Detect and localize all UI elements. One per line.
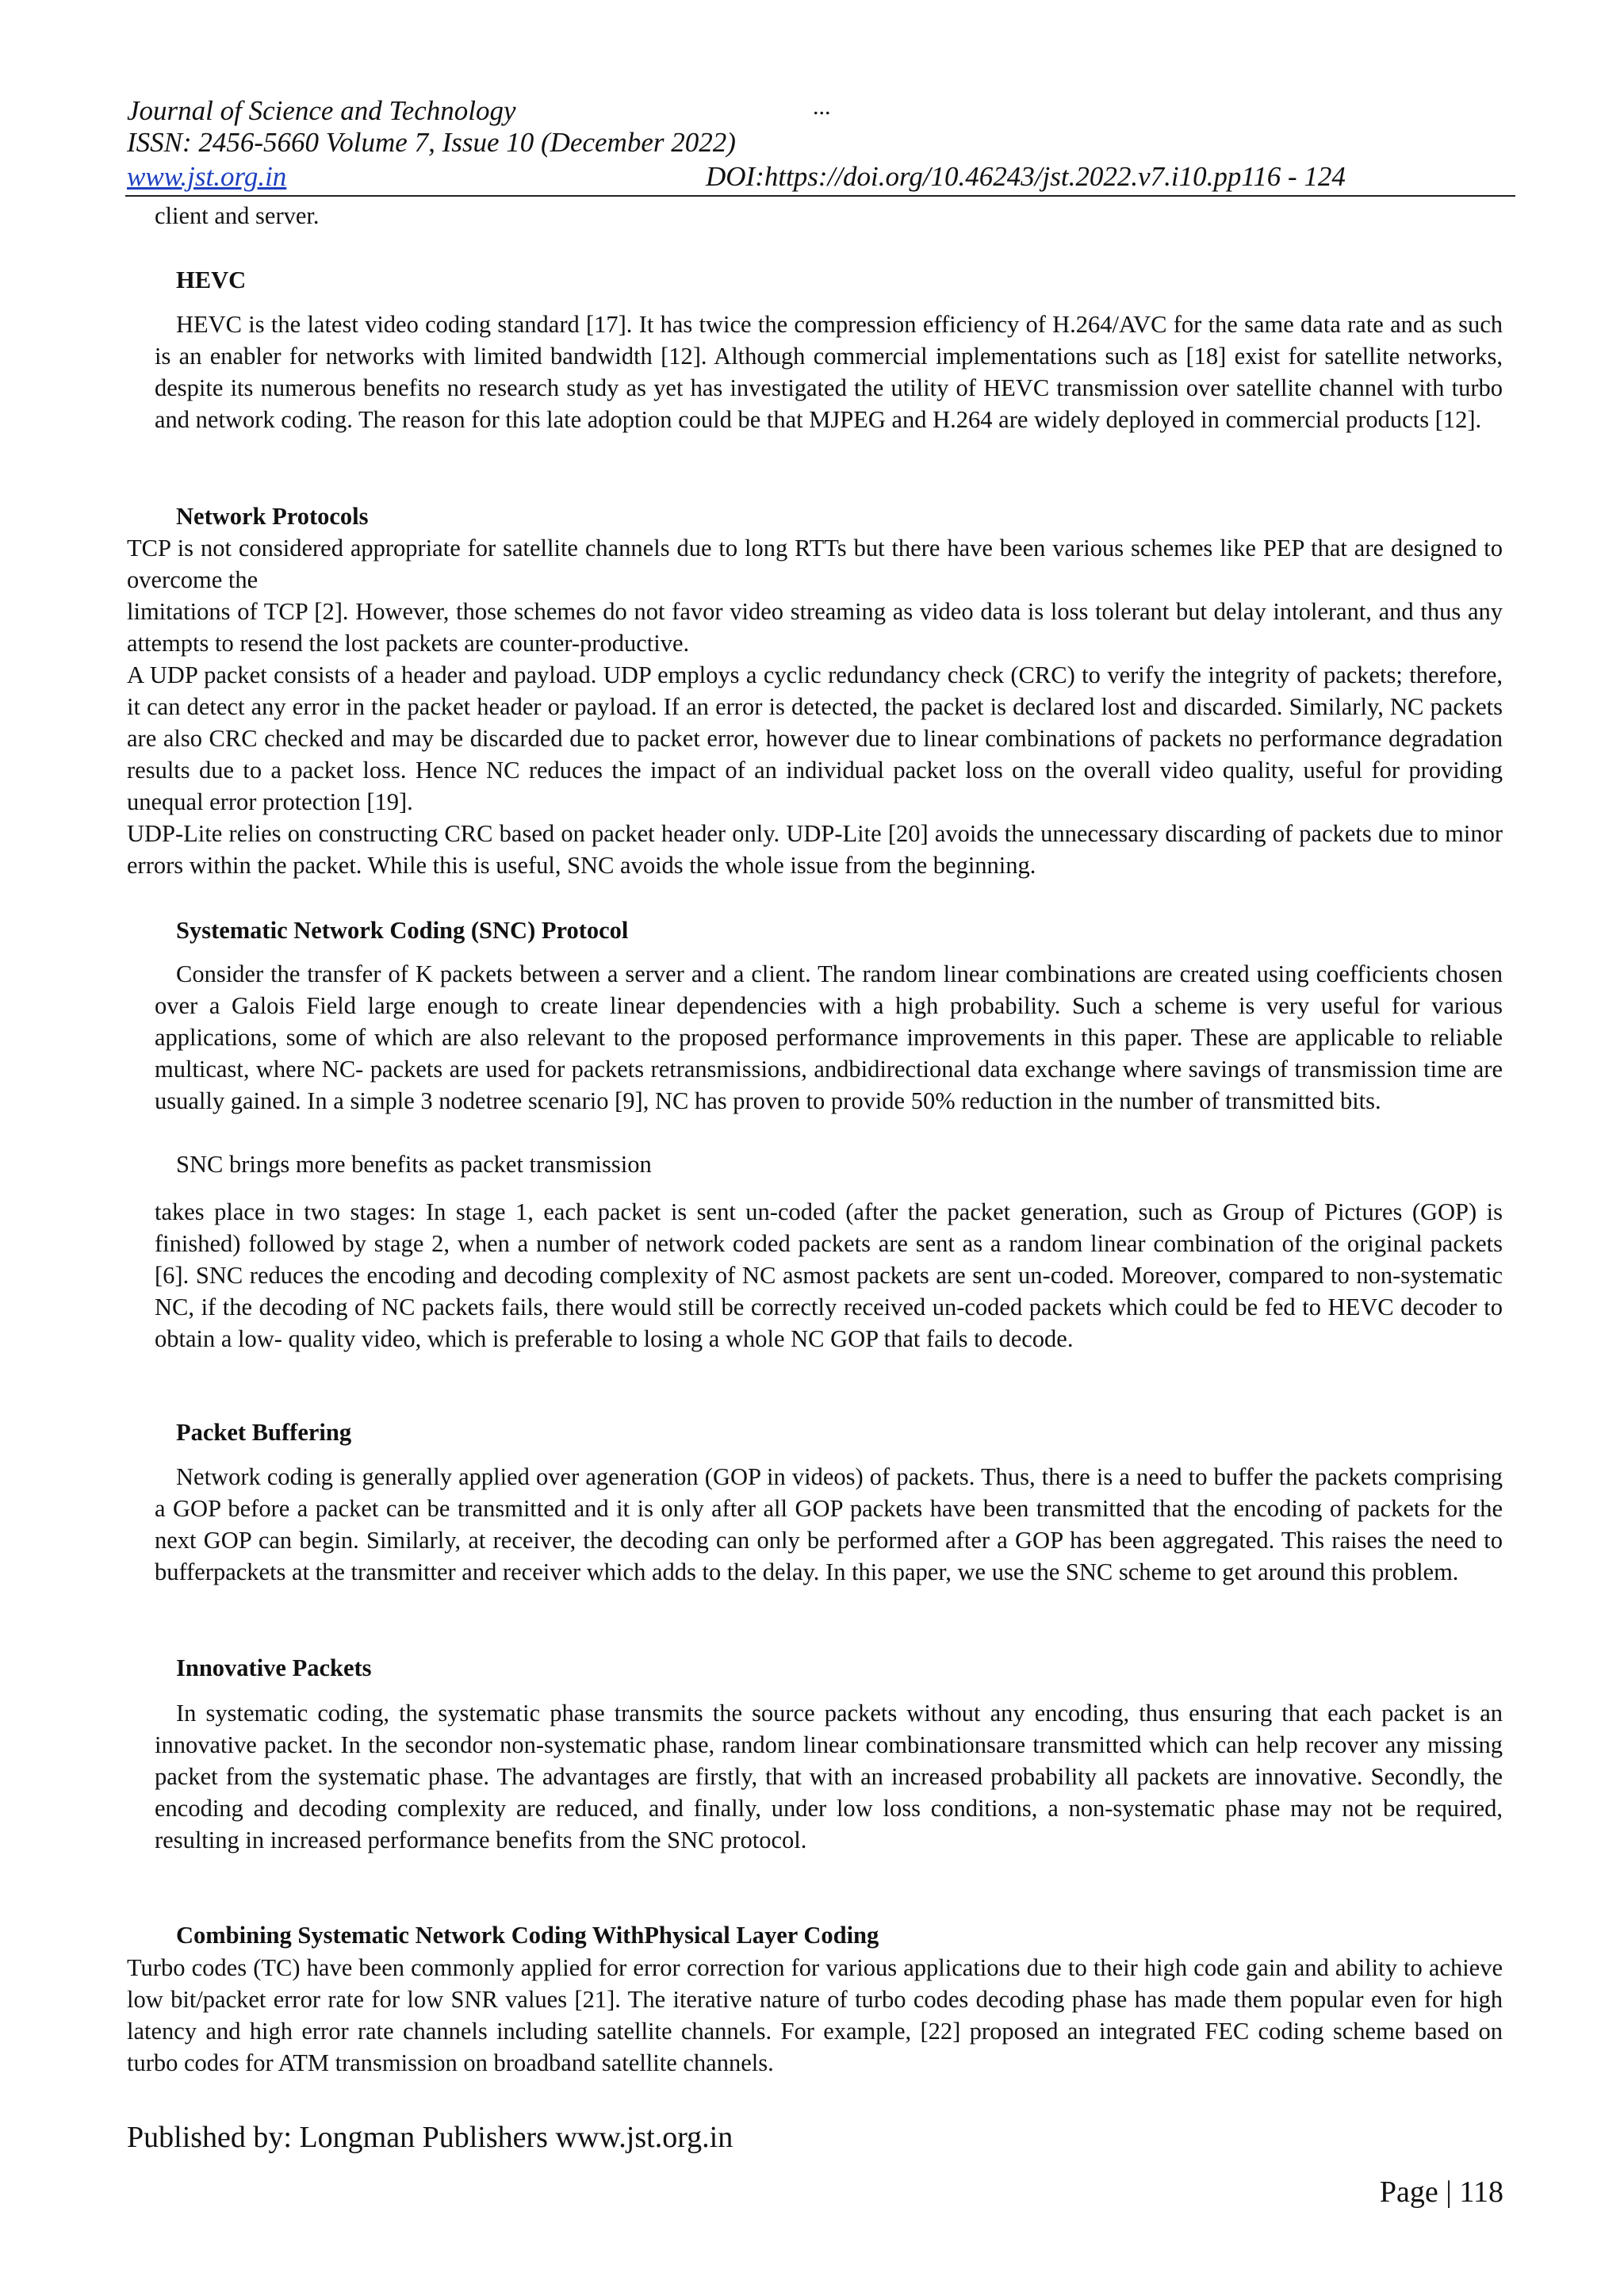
network-protocols-paragraph-1: TCP is not considered appropriate for satellite channels due to long RTTs but there have been various schemes like PEP that are designed to overcome the bbox=[127, 535, 1503, 593]
combining-paragraph: Turbo codes (TC) have been commonly applied for error correction for various applications due to their high code gain and ability to achieve low bit/packet error rate for low SNR values [21]. The iterative nature of turbo codes decoding phase has made them popular even for high latency and high error rate channels including satellite channels. For example, [22] proposed an integrated FEC coding scheme based on turbo codes for ATM transmission on broadband satellite channels. bbox=[127, 1954, 1503, 2076]
snc-paragraph-2: SNC brings more benefits as packet transmission bbox=[176, 1151, 652, 1178]
network-protocols-paragraph-2: limitations of TCP [2]. However, those schemes do not favor video streaming as video data is loss tolerant but delay intolerant, and thus any attempts to resend the lost packets are counter-productive. bbox=[127, 598, 1503, 657]
buffering-paragraph: Network coding is generally applied over ageneration (GOP in videos) of packets. Thus, there is a need to buffer the packets comprising a GOP before a packet can be transmitted and it is only after all GOP packets have been transmitted that the encoding of packets for the next GOP can begin. Similarly, at receiver, the decoding can only be performed after a GOP has been aggregated. This raises the need to bufferpackets at the transmitter and receiver which adds to the delay. In this paper, we use the SNC scheme to get around this problem. bbox=[155, 1463, 1503, 1585]
heading-packet-buffering: Packet Buffering bbox=[176, 1419, 352, 1446]
header-ellipsis: ... bbox=[813, 94, 831, 120]
snc-paragraph-1: Consider the transfer of K packets between a server and a client. The random linear combinations are created using coefficients chosen over a Galois Field large enough to create linear dependencies with a high probability. Such a scheme is very useful for various applications, some of which are also relevant to the proposed performance improvements in this paper. These are applicable to reliable multicast, where NC- packets are used for packets retransmissions, andbidirectional data exchange where savings of transmission time are usually gained. In a simple 3 nodetree scenario [9], NC has proven to provide 50% reduction in the number of transmitted bits. bbox=[155, 960, 1503, 1114]
heading-innovative-packets: Innovative Packets bbox=[176, 1654, 372, 1681]
page-number: Page | 118 bbox=[1379, 2175, 1503, 2209]
publisher-footer: Published by: Longman Publishers www.jst.org.in bbox=[127, 2121, 733, 2154]
heading-hevc: HEVC bbox=[176, 266, 247, 293]
network-protocols-paragraph-4: UDP-Lite relies on constructing CRC based on packet header only. UDP-Lite [20] avoids the unnecessary discarding of packets due to minor errors within the packet. While this is useful, SNC avoids the whole issue from the beginning. bbox=[127, 820, 1503, 879]
doi-text: DOI:https://doi.org/10.46243/jst.2022.v7.i10.pp116 - 124 bbox=[706, 161, 1346, 192]
heading-network-protocols: Network Protocols bbox=[176, 503, 369, 530]
heading-combining-coding: Combining Systematic Network Coding WithPhysical Layer Coding bbox=[176, 1922, 879, 1949]
hevc-paragraph: HEVC is the latest video coding standard [17]. It has twice the compression efficiency of H.264/AVC for the same data rate and as such is an enabler for networks with limited bandwidth [12]. Although commercial implementations such as [18] exist for satellite networks, despite its numerous benefits no research study as yet has investigated the utility of HEVC transmission over satellite channel with turbo and network coding. The reason for this late adoption could be that MJPEG and H.264 are widely deployed in commercial products [12]. bbox=[155, 311, 1503, 433]
continuation-text: client and server. bbox=[155, 202, 320, 229]
network-protocols-paragraph-3: A UDP packet consists of a header and payload. UDP employs a cyclic redundancy check (CRC) to verify the integrity of packets; therefore, it can detect any error in the packet header or payload. If an error is detected, the packet is declared lost and discarded. Similarly, NC packets are also CRC checked and may be discarded due to packet error, however due to linear combinations of packets no performance degradation results due to a packet loss. Hence NC reduces the impact of an individual packet loss on the overall video quality, useful for providing unequal error protection [19]. bbox=[127, 661, 1503, 815]
journal-title: Journal of Science and Technology bbox=[127, 95, 516, 126]
header-links-row bbox=[127, 161, 1346, 193]
website-link[interactable]: www.jst.org.in bbox=[127, 161, 287, 192]
snc-paragraph-3: takes place in two stages: In stage 1, each packet is sent un-coded (after the packet generation, such as Group of Pictures (GOP) is finished) followed by stage 2, when a number of network coded packets are sent as a random linear combination of the original packets [6]. SNC reduces the encoding and decoding complexity of NC asmost packets are sent un-coded. Moreover, compared to non-systematic NC, if the decoding of NC packets fails, there would still be correctly received un-coded packets which could be fed to HEVC decoder to obtain a low- quality video, which is preferable to losing a whole NC GOP that fails to decode. bbox=[155, 1198, 1503, 1352]
innovative-paragraph: In systematic coding, the systematic phase transmits the source packets without any encoding, thus ensuring that each packet is an innovative packet. In the secondor non-systematic phase, random linear combinationsare transmitted which can help recover any missing packet from the systematic phase. The advantages are firstly, that with an increased probability all packets are innovative. Secondly, the encoding and decoding complexity are reduced, and finally, under low loss conditions, a non-systematic phase may not be required, resulting in increased performance benefits from the SNC protocol. bbox=[155, 1700, 1503, 1853]
heading-snc-protocol: Systematic Network Coding (SNC) Protocol bbox=[176, 917, 629, 944]
issn-line: ISSN: 2456-5660 Volume 7, Issue 10 (December 2022) bbox=[127, 127, 736, 158]
header-rule bbox=[125, 195, 1515, 197]
